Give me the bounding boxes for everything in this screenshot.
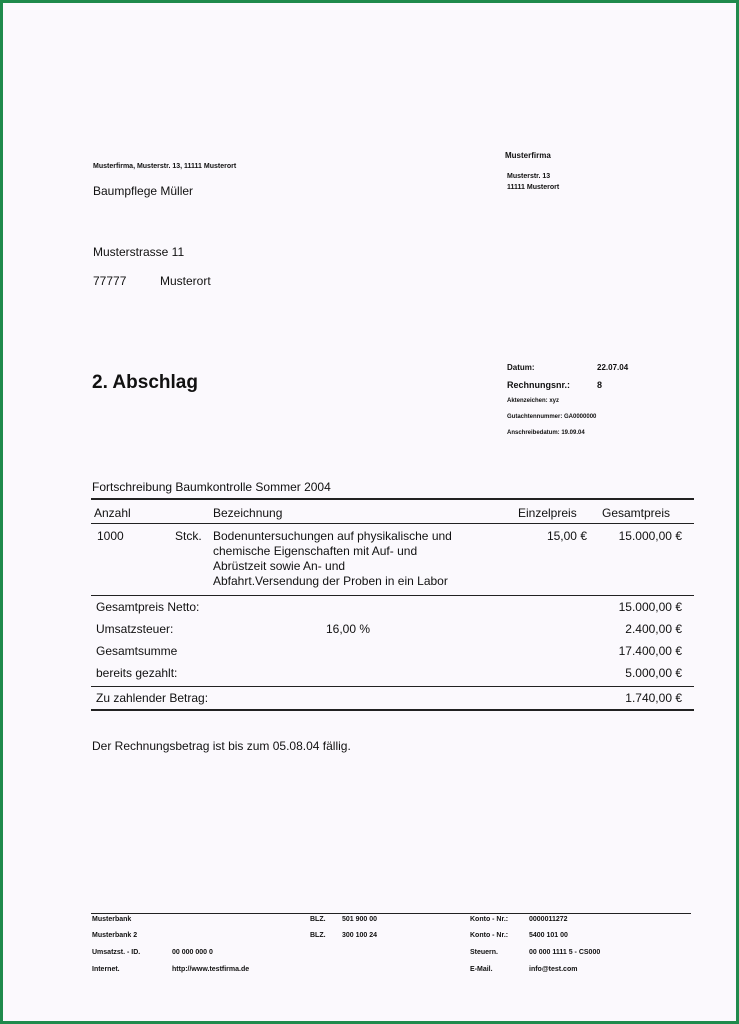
header-total: Gesamtpreis bbox=[602, 506, 671, 520]
footer-rule bbox=[91, 913, 691, 914]
header-desc: Bezeichnung bbox=[213, 506, 283, 520]
recipient-street: Musterstrasse 11 bbox=[93, 245, 185, 259]
table-header-rule bbox=[91, 523, 694, 524]
recipient-zip: 77777 bbox=[93, 274, 127, 288]
footer-konto1: 0000011272 bbox=[529, 916, 568, 923]
row-desc-line: chemische Eigenschaften mit Auf- und bbox=[213, 544, 418, 558]
footer-tax: 00 000 1111 5 - CS000 bbox=[529, 949, 601, 956]
vat-value: 2.400,00 € bbox=[625, 622, 682, 636]
row-desc-line: Bodenuntersuchungen auf physikalische und bbox=[213, 529, 452, 543]
due-label: Zu zahlender Betrag: bbox=[96, 691, 209, 705]
reference-label: Aktenzeichen: xyz bbox=[507, 398, 560, 404]
start-date-label: Anschreibedatum: 19.09.04 bbox=[507, 430, 585, 436]
invoice-number-value: 8 bbox=[597, 380, 603, 390]
totals-top-rule bbox=[91, 595, 694, 596]
vat-label: Umsatzsteuer: bbox=[96, 622, 174, 636]
footer-internet-label: Internet. bbox=[92, 966, 120, 973]
footer-konto1-label: Konto - Nr.: bbox=[470, 916, 509, 923]
recipient-city: Musterort bbox=[160, 274, 211, 288]
footer-konto2-label: Konto - Nr.: bbox=[470, 932, 509, 939]
row-total: 15.000,00 € bbox=[618, 529, 682, 543]
company-city: 11111 Musterort bbox=[507, 184, 560, 191]
company-name: Musterfirma bbox=[505, 151, 551, 160]
invoice-subject: Fortschreibung Baumkontrolle Sommer 2004 bbox=[92, 480, 331, 494]
footer-website-link[interactable]: http://www.testfirma.de bbox=[172, 966, 250, 973]
document-title: 2. Abschlag bbox=[92, 372, 198, 393]
row-desc-line: Abrüstzeit sowie An- und bbox=[213, 559, 346, 573]
net-label: Gesamtpreis Netto: bbox=[96, 600, 200, 614]
invoice-page bbox=[3, 3, 736, 1021]
footer-blz2-label: BLZ. bbox=[310, 932, 326, 939]
date-value: 22.07.04 bbox=[597, 363, 629, 372]
footer-tax-label: Steuern. bbox=[470, 949, 499, 956]
sender-line: Musterfirma, Musterstr. 13, 11111 Musterort bbox=[93, 163, 237, 170]
footer-email-link[interactable]: info@test.com bbox=[529, 966, 578, 973]
table-bottom-rule bbox=[91, 709, 694, 711]
paid-value: 5.000,00 € bbox=[625, 666, 682, 680]
row-qty: 1000 bbox=[97, 529, 124, 543]
footer-bank1: Musterbank bbox=[92, 916, 132, 923]
footer-vat-id: 00 000 000 0 bbox=[172, 949, 213, 956]
paid-label: bereits gezahlt: bbox=[96, 666, 178, 680]
footer-konto2: 5400 101 00 bbox=[529, 932, 568, 939]
footer-blz1: 501 900 00 bbox=[342, 916, 378, 923]
company-street: Musterstr. 13 bbox=[507, 173, 551, 180]
due-top-rule bbox=[91, 686, 694, 687]
offer-number-label: Gutachtennummer: GA0000000 bbox=[507, 414, 597, 420]
invoice-number-label: Rechnungsnr.: bbox=[507, 380, 571, 390]
footer-blz2: 300 100 24 bbox=[342, 932, 378, 939]
payment-due-note: Der Rechnungsbetrag ist bis zum 05.08.04 fällig. bbox=[92, 739, 351, 753]
row-desc-line: Abfahrt.Versendung der Proben in ein Labor bbox=[213, 574, 448, 588]
table-top-rule bbox=[91, 498, 694, 500]
footer-email-label: E-Mail. bbox=[470, 966, 493, 973]
row-unit: Stck. bbox=[175, 529, 202, 543]
header-unit-price: Einzelpreis bbox=[518, 506, 577, 520]
date-label: Datum: bbox=[507, 363, 535, 372]
footer-vat-id-label: Umsatzst. - ID. bbox=[92, 949, 141, 956]
sum-value: 17.400,00 € bbox=[618, 644, 682, 658]
header-qty: Anzahl bbox=[94, 506, 131, 520]
due-value: 1.740,00 € bbox=[625, 691, 682, 705]
net-value: 15.000,00 € bbox=[618, 600, 682, 614]
row-unit-price: 15,00 € bbox=[546, 529, 587, 543]
footer-blz1-label: BLZ. bbox=[310, 916, 326, 923]
footer-bank2: Musterbank 2 bbox=[92, 932, 138, 939]
sum-label: Gesamtsumme bbox=[96, 644, 178, 658]
recipient-name: Baumpflege Müller bbox=[93, 184, 194, 198]
vat-rate: 16,00 % bbox=[326, 622, 371, 636]
